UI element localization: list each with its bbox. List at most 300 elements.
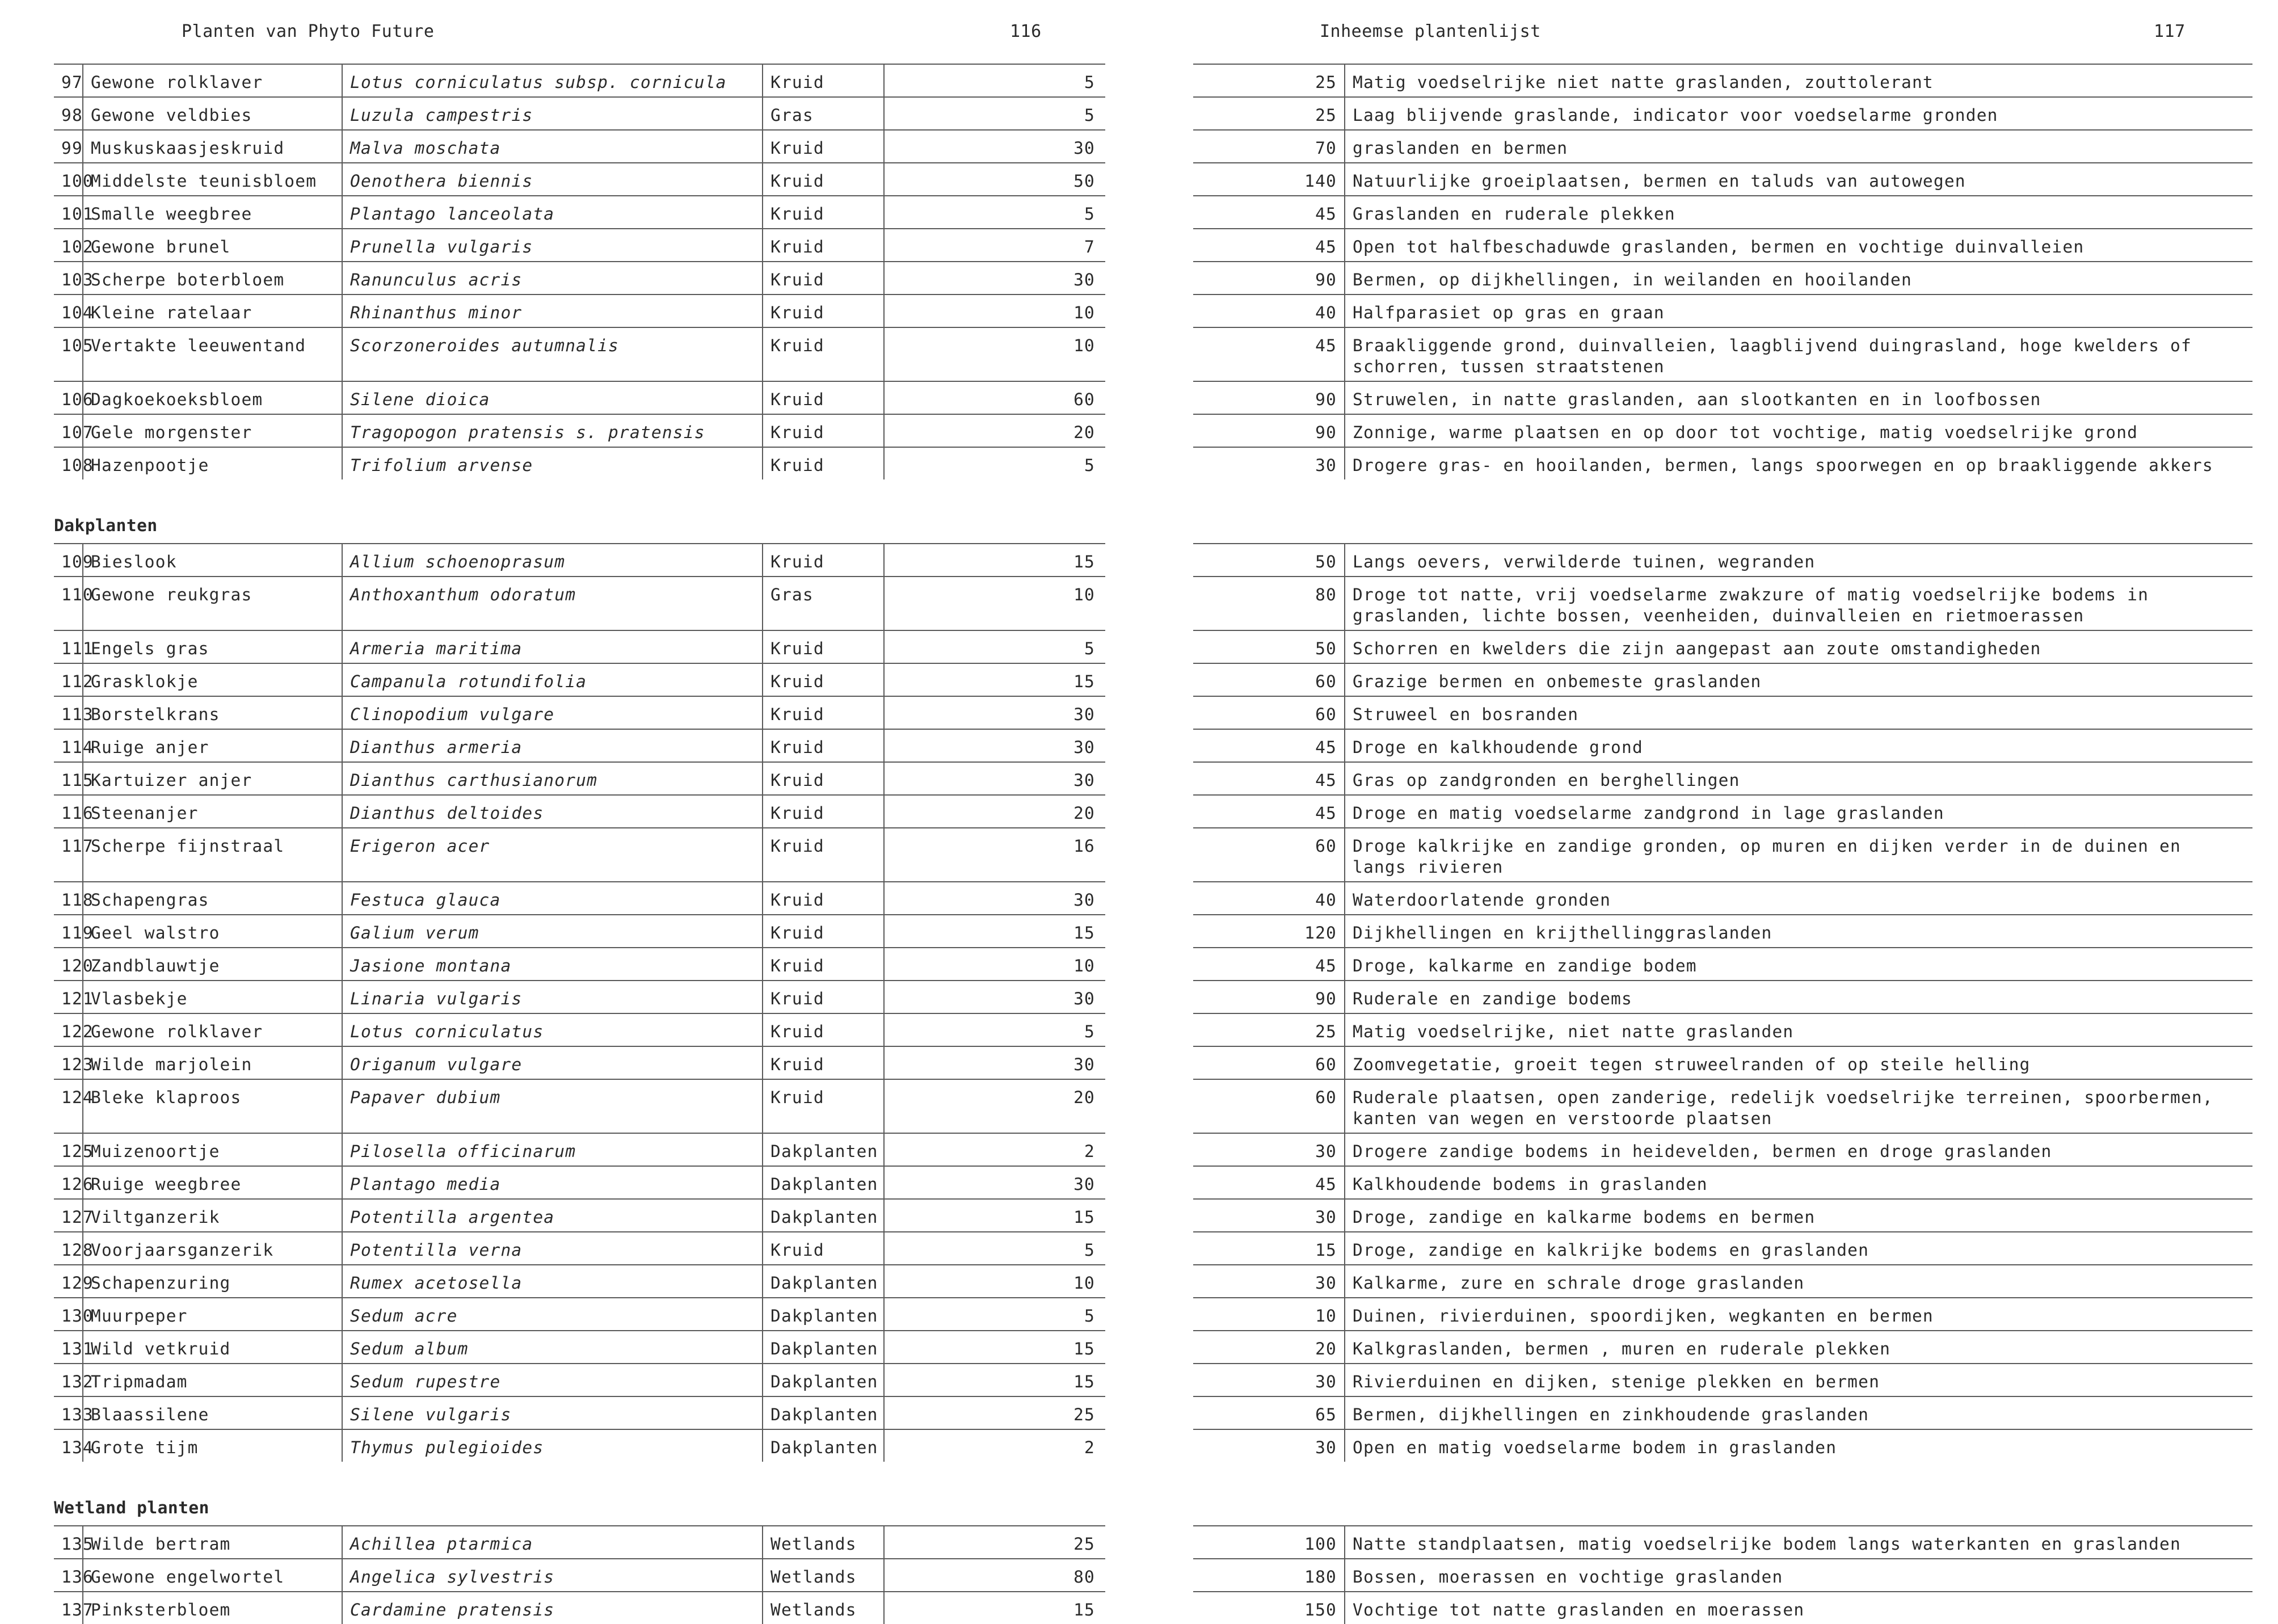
habitat-description: graslanden en bermen	[1345, 130, 2252, 163]
table-row	[1193, 915, 2252, 948]
habitat-description: Laag blijvende graslande, indicator voor voedselarme gronden	[1345, 97, 2252, 130]
habitat-height: 40	[1193, 882, 1345, 915]
habitat-description: Duinen, rivierduinen, spoordijken, wegkanten en bermen	[1345, 1298, 2252, 1331]
table-row	[54, 1013, 1105, 1046]
habitat-description: Droge tot natte, vrij voedselarme zwakzure of matig voedselrijke bodems in graslanden, lichte bossen, veenheiden, duinvalleien en rietmoerassen	[1345, 577, 2252, 630]
plant-height: 5	[884, 447, 1105, 479]
plant-height: 30	[884, 262, 1105, 294]
row-number: 97	[54, 64, 83, 97]
latin-name: Papaver dubium	[342, 1079, 763, 1133]
plant-type: Kruid	[763, 1079, 884, 1133]
row-number: 137	[61, 1600, 94, 1619]
plant-type: Kruid	[763, 981, 884, 1013]
table-row	[54, 1079, 1105, 1133]
row-number: 111	[54, 630, 83, 663]
right-table-area	[1193, 64, 2252, 1624]
common-name: Borstelkrans	[83, 696, 342, 729]
latin-name: Dianthus deltoides	[342, 795, 763, 828]
common-name: Scherpe boterbloem	[83, 262, 342, 294]
habitat-description: Rivierduinen en dijken, stenige plekken en bermen	[1345, 1364, 2252, 1396]
table-row	[54, 948, 1105, 981]
plant-type: Kruid	[763, 630, 884, 663]
habitat-height: 120	[1193, 915, 1345, 948]
habitat-height: 60	[1193, 696, 1345, 729]
habitat-description: Kalkgraslanden, bermen , muren en ruderale plekken	[1345, 1331, 2252, 1364]
plant-height: 30	[884, 130, 1105, 163]
habitat-description: Bermen, dijkhellingen en zinkhoudende graslanden	[1345, 1396, 2252, 1429]
row-number: 125	[54, 1133, 83, 1166]
habitat-height: 80	[1193, 577, 1345, 630]
habitat-height: 60	[1193, 1079, 1345, 1133]
plant-height: 10	[884, 327, 1105, 381]
table-row	[54, 981, 1105, 1013]
habitat-description: Halfparasiet op gras en graan	[1345, 294, 2252, 327]
table-row	[54, 1046, 1105, 1079]
habitat-height: 30	[1193, 1364, 1345, 1396]
table-row	[54, 196, 1105, 229]
table-row	[54, 294, 1105, 327]
common-name: Viltganzerik	[83, 1199, 342, 1232]
latin-name: Plantago lanceolata	[342, 196, 763, 229]
plant-type: Kruid	[763, 696, 884, 729]
latin-name: Oenothera biennis	[342, 163, 763, 196]
row-number: 127	[54, 1199, 83, 1232]
row-number: 134	[61, 1438, 94, 1457]
habitat-description: Struwelen, in natte graslanden, aan slootkanten en in loofbossen	[1345, 381, 2252, 414]
plant-type: Kruid	[763, 327, 884, 381]
habitat-description: Natte standplaatsen, matig voedselrijke bodem langs waterkanten en graslanden	[1345, 1526, 2252, 1559]
latin-name: Lotus corniculatus	[342, 1013, 763, 1046]
plant-type: Kruid	[763, 882, 884, 915]
row-number: 99	[54, 130, 83, 163]
habitat-height: 45	[1193, 762, 1345, 795]
habitat-description: Gras op zandgronden en berghellingen	[1345, 762, 2252, 795]
table-row	[1193, 729, 2252, 762]
table-row	[54, 577, 1105, 630]
row-number: 116	[54, 795, 83, 828]
habitat-description: Open tot halfbeschaduwde graslanden, bermen en vochtige duinvalleien	[1345, 229, 2252, 262]
habitat-height: 45	[1193, 1166, 1345, 1199]
plant-type: Wetlands	[763, 1526, 884, 1559]
table-row	[1193, 630, 2252, 663]
plant-height: 30	[884, 1166, 1105, 1199]
table-row	[54, 262, 1105, 294]
row-number: 100	[54, 163, 83, 196]
table-row	[54, 544, 1105, 577]
plant-height: 5	[884, 64, 1105, 97]
habitat-description: Droge en matig voedselarme zandgrond in lage graslanden	[1345, 795, 2252, 828]
table-row	[1193, 97, 2252, 130]
plant-height: 5	[884, 630, 1105, 663]
plant-type: Kruid	[763, 1013, 884, 1046]
common-name: Middelste teunisbloem	[83, 163, 342, 196]
row-number: 135	[54, 1526, 83, 1559]
latin-name: Dianthus armeria	[342, 729, 763, 762]
plant-type: Kruid	[763, 262, 884, 294]
common-name: Kartuizer anjer	[83, 762, 342, 795]
plant-type: Kruid	[763, 447, 884, 479]
row-number: 123	[54, 1046, 83, 1079]
table-row	[54, 1166, 1105, 1199]
plant-type: Kruid	[763, 294, 884, 327]
plant-height: 25	[884, 1396, 1105, 1429]
plant-type: Kruid	[763, 1046, 884, 1079]
table-row	[54, 729, 1105, 762]
habitat-description: Ruderale plaatsen, open zanderige, redelijk voedselrijke terreinen, spoorbermen, kanten van wegen en verstoorde plaatsen	[1345, 1079, 2252, 1133]
latin-name: Pilosella officinarum	[342, 1133, 763, 1166]
latin-name: Armeria maritima	[342, 630, 763, 663]
table-row	[1193, 1046, 2252, 1079]
latin-name: Sedum album	[342, 1331, 763, 1364]
section-heading: Wetland planten	[54, 1498, 209, 1517]
habitat-description: Zonnige, warme plaatsen en op door tot vochtige, matig voedselrijke grond	[1345, 414, 2252, 447]
habitat-height: 180	[1193, 1559, 1345, 1592]
table-row	[54, 696, 1105, 729]
plant-type: Dakplanten	[763, 1298, 884, 1331]
table-row	[54, 1559, 1105, 1592]
habitat-description: Droge, zandige en kalkrijke bodems en graslanden	[1345, 1232, 2252, 1265]
habitat-description: Langs oevers, verwilderde tuinen, wegranden	[1345, 544, 2252, 577]
latin-name: Rhinanthus minor	[342, 294, 763, 327]
table-row	[1193, 1429, 2252, 1462]
table-row	[54, 64, 1105, 97]
table-row	[1193, 696, 2252, 729]
row-number: 104	[54, 294, 83, 327]
plant-height: 30	[884, 882, 1105, 915]
common-name: Scherpe fijnstraal	[83, 828, 342, 882]
common-name: Vertakte leeuwentand	[83, 327, 342, 381]
habitat-height: 90	[1193, 262, 1345, 294]
table-row	[1193, 1133, 2252, 1166]
habitat-height: 140	[1193, 163, 1345, 196]
habitat-description: Grazige bermen en onbemeste graslanden	[1345, 663, 2252, 696]
latin-name: Silene vulgaris	[342, 1396, 763, 1429]
table-row	[54, 381, 1105, 414]
latin-name: Trifolium arvense	[342, 447, 763, 479]
latin-name: Scorzoneroides autumnalis	[342, 327, 763, 381]
habitat-height: 50	[1193, 544, 1345, 577]
plant-type: Kruid	[763, 948, 884, 981]
plant-height: 2	[884, 1429, 1105, 1462]
plant-height: 15	[884, 1364, 1105, 1396]
table-row	[1193, 414, 2252, 447]
table-row	[1193, 327, 2252, 381]
habitat-height: 30	[1315, 1438, 1337, 1457]
section-heading: Dakplanten	[54, 516, 158, 535]
plant-type: Dakplanten	[763, 1166, 884, 1199]
table-row	[1193, 1364, 2252, 1396]
plant-type: Kruid	[763, 762, 884, 795]
latin-name: Malva moschata	[342, 130, 763, 163]
plant-table-right	[1193, 64, 2252, 479]
row-number: 112	[54, 663, 83, 696]
habitat-description: Open en matig voedselarme bodem in graslanden	[1345, 1429, 2252, 1462]
table-row	[1193, 828, 2252, 882]
plant-height: 5	[884, 196, 1105, 229]
habitat-height: 45	[1193, 729, 1345, 762]
habitat-description: Drogere zandige bodems in heidevelden, bermen en droge graslanden	[1345, 1133, 2252, 1166]
plant-table-left	[54, 543, 1105, 1462]
plant-height: 15	[884, 915, 1105, 948]
habitat-description: Natuurlijke groeiplaatsen, bermen en taluds van autowegen	[1345, 163, 2252, 196]
common-name: Smalle weegbree	[83, 196, 342, 229]
left-page	[0, 0, 1139, 1619]
latin-name: Potentilla argentea	[342, 1199, 763, 1232]
row-number: 122	[54, 1013, 83, 1046]
plant-type: Gras	[763, 97, 884, 130]
row-number: 130	[54, 1298, 83, 1331]
right-page-number: 117	[2154, 22, 2186, 41]
habitat-description: Braakliggende grond, duinvalleien, laagblijvend duingrasland, hoge kwelders of schorren, tussen straatstenen	[1345, 327, 2252, 381]
table-row	[54, 1298, 1105, 1331]
common-name: Pinksterbloem	[83, 1592, 342, 1624]
latin-name: Dianthus carthusianorum	[342, 762, 763, 795]
habitat-description: Waterdoorlatende gronden	[1345, 882, 2252, 915]
latin-name: Plantago media	[342, 1166, 763, 1199]
table-row	[54, 1199, 1105, 1232]
habitat-height: 30	[1193, 1133, 1345, 1166]
plant-height: 30	[884, 981, 1105, 1013]
habitat-height: 25	[1193, 1013, 1345, 1046]
common-name: Gewone reukgras	[83, 577, 342, 630]
table-row	[1193, 882, 2252, 915]
common-name: Geel walstro	[83, 915, 342, 948]
habitat-height: 60	[1193, 1046, 1345, 1079]
table-row	[54, 882, 1105, 915]
row-number: 119	[54, 915, 83, 948]
table-row	[54, 327, 1105, 381]
plant-type: Dakplanten	[763, 1364, 884, 1396]
plant-height: 20	[884, 414, 1105, 447]
habitat-height: 90	[1193, 414, 1345, 447]
plant-height: 2	[884, 1133, 1105, 1166]
plant-height: 25	[884, 1526, 1105, 1559]
row-number: 120	[54, 948, 83, 981]
table-row	[1193, 1265, 2252, 1298]
table-row	[54, 1526, 1105, 1559]
table-row	[1193, 1396, 2252, 1429]
common-name: Tripmadam	[83, 1364, 342, 1396]
common-name: Schapenzuring	[83, 1265, 342, 1298]
latin-name: Allium schoenoprasum	[342, 544, 763, 577]
latin-name: Linaria vulgaris	[342, 981, 763, 1013]
section-spacer	[1193, 479, 2252, 543]
habitat-height: 100	[1193, 1526, 1345, 1559]
habitat-description: Bossen, moerassen en vochtige graslanden	[1345, 1559, 2252, 1592]
latin-name: Sedum acre	[342, 1298, 763, 1331]
plant-type: Wetlands	[763, 1592, 884, 1624]
plant-type: Dakplanten	[763, 1199, 884, 1232]
right-page	[1139, 0, 2278, 1619]
plant-type: Kruid	[763, 163, 884, 196]
habitat-description: Matig voedselrijke, niet natte graslanden	[1345, 1013, 2252, 1046]
habitat-height: 40	[1193, 294, 1345, 327]
habitat-height: 90	[1193, 981, 1345, 1013]
plant-height: 30	[884, 1046, 1105, 1079]
table-row	[54, 1331, 1105, 1364]
common-name: Muurpeper	[83, 1298, 342, 1331]
latin-name: Sedum rupestre	[342, 1364, 763, 1396]
habitat-description: Droge kalkrijke en zandige gronden, op muren en dijken verder in de duinen en langs rivieren	[1345, 828, 2252, 882]
table-row	[54, 1133, 1105, 1166]
table-row	[54, 1429, 1105, 1462]
common-name: Wilde bertram	[83, 1526, 342, 1559]
habitat-description: Struweel en bosranden	[1345, 696, 2252, 729]
plant-height: 60	[884, 381, 1105, 414]
latin-name: Ranunculus acris	[342, 262, 763, 294]
right-header-title: Inheemse plantenlijst	[1320, 22, 1541, 41]
common-name: Ruige anjer	[83, 729, 342, 762]
row-number: 136	[54, 1559, 83, 1592]
plant-height: 15	[884, 1592, 1105, 1624]
habitat-height: 15	[1193, 1232, 1345, 1265]
common-name: Gewone rolklaver	[83, 64, 342, 97]
habitat-description: Bermen, op dijkhellingen, in weilanden en hooilanden	[1345, 262, 2252, 294]
plant-height: 10	[884, 577, 1105, 630]
left-table-area	[54, 64, 1105, 1624]
table-row	[1193, 577, 2252, 630]
plant-height: 30	[884, 762, 1105, 795]
habitat-height: 70	[1193, 130, 1345, 163]
table-row	[1193, 544, 2252, 577]
common-name: Gewone engelwortel	[83, 1559, 342, 1592]
table-row	[54, 915, 1105, 948]
row-number: 102	[54, 229, 83, 262]
table-row	[54, 229, 1105, 262]
table-row	[1193, 294, 2252, 327]
habitat-description: Dijkhellingen en krijthellinggraslanden	[1345, 915, 2252, 948]
habitat-description: Ruderale en zandige bodems	[1345, 981, 2252, 1013]
habitat-height: 65	[1193, 1396, 1345, 1429]
common-name: Hazenpootje	[83, 447, 342, 479]
habitat-height: 30	[1193, 1199, 1345, 1232]
row-number: 101	[54, 196, 83, 229]
plant-type: Kruid	[763, 130, 884, 163]
common-name: Bieslook	[83, 544, 342, 577]
latin-name: Galium verum	[342, 915, 763, 948]
habitat-description: Drogere gras- en hooilanden, bermen, langs spoorwegen en op braakliggende akkers	[1345, 447, 2252, 479]
habitat-description: Schorren en kwelders die zijn aangepast aan zoute omstandigheden	[1345, 630, 2252, 663]
row-number: 129	[54, 1265, 83, 1298]
table-row	[1193, 1232, 2252, 1265]
plant-table-right	[1193, 543, 2252, 1462]
table-row	[1193, 1559, 2252, 1592]
common-name: Bleke klaproos	[83, 1079, 342, 1133]
plant-type: Dakplanten	[763, 1265, 884, 1298]
habitat-description: Droge, zandige en kalkarme bodems en bermen	[1345, 1199, 2252, 1232]
plant-type: Dakplanten	[763, 1331, 884, 1364]
habitat-height: 45	[1193, 795, 1345, 828]
common-name: Wild vetkruid	[83, 1331, 342, 1364]
plant-height: 15	[884, 1199, 1105, 1232]
habitat-height: 25	[1193, 97, 1345, 130]
row-number: 115	[54, 762, 83, 795]
habitat-height: 20	[1193, 1331, 1345, 1364]
habitat-height: 60	[1193, 828, 1345, 882]
common-name: Blaassilene	[83, 1396, 342, 1429]
latin-name: Angelica sylvestris	[342, 1559, 763, 1592]
plant-type: Kruid	[763, 828, 884, 882]
plant-type: Dakplanten	[763, 1133, 884, 1166]
habitat-height: 60	[1193, 663, 1345, 696]
row-number: 98	[54, 97, 83, 130]
plant-type: Kruid	[763, 414, 884, 447]
plant-type: Dakplanten	[763, 1429, 884, 1462]
table-row	[54, 663, 1105, 696]
latin-name: Achillea ptarmica	[342, 1526, 763, 1559]
common-name: Muizenoortje	[83, 1133, 342, 1166]
plant-table-right	[1193, 1525, 2252, 1624]
row-number: 118	[54, 882, 83, 915]
row-number: 124	[54, 1079, 83, 1133]
habitat-height: 45	[1193, 229, 1345, 262]
common-name: Gewone brunel	[83, 229, 342, 262]
latin-name: Thymus pulegioides	[342, 1429, 763, 1462]
latin-name: Festuca glauca	[342, 882, 763, 915]
table-row	[1193, 948, 2252, 981]
plant-height: 5	[884, 97, 1105, 130]
common-name: Engels gras	[83, 630, 342, 663]
table-row	[1193, 795, 2252, 828]
latin-name: Erigeron acer	[342, 828, 763, 882]
plant-height: 30	[884, 729, 1105, 762]
latin-name: Lotus corniculatus subsp. cornicula	[342, 64, 763, 97]
common-name: Ruige weegbree	[83, 1166, 342, 1199]
table-row	[1193, 1013, 2252, 1046]
row-number: 113	[54, 696, 83, 729]
row-number: 128	[54, 1232, 83, 1265]
left-page-number: 116	[1010, 22, 1042, 41]
table-row	[54, 97, 1105, 130]
habitat-height: 30	[1315, 456, 1337, 475]
table-row	[1193, 1526, 2252, 1559]
common-name: Gele morgenster	[83, 414, 342, 447]
common-name: Kleine ratelaar	[83, 294, 342, 327]
plant-height: 10	[884, 1265, 1105, 1298]
habitat-height: 10	[1193, 1298, 1345, 1331]
common-name: Steenanjer	[83, 795, 342, 828]
latin-name: Origanum vulgare	[342, 1046, 763, 1079]
habitat-height: 45	[1193, 948, 1345, 981]
plant-type: Kruid	[763, 196, 884, 229]
table-row	[54, 795, 1105, 828]
row-number: 110	[54, 577, 83, 630]
plant-height: 50	[884, 163, 1105, 196]
plant-table-left	[54, 1525, 1105, 1624]
habitat-height: 150	[1304, 1600, 1337, 1619]
plant-type: Kruid	[763, 729, 884, 762]
latin-name: Silene dioica	[342, 381, 763, 414]
table-row	[1193, 381, 2252, 414]
plant-height: 20	[884, 795, 1105, 828]
table-row	[1193, 163, 2252, 196]
plant-type: Kruid	[763, 64, 884, 97]
table-row	[1193, 981, 2252, 1013]
plant-type: Kruid	[763, 663, 884, 696]
row-number: 126	[54, 1166, 83, 1199]
plant-height: 20	[884, 1079, 1105, 1133]
row-number: 107	[54, 414, 83, 447]
row-number: 131	[54, 1331, 83, 1364]
common-name: Gewone rolklaver	[83, 1013, 342, 1046]
common-name: Wilde marjolein	[83, 1046, 342, 1079]
habitat-description: Kalkhoudende bodems in graslanden	[1345, 1166, 2252, 1199]
table-row	[1193, 663, 2252, 696]
habitat-height: 45	[1193, 196, 1345, 229]
table-row	[1193, 262, 2252, 294]
plant-type: Dakplanten	[763, 1396, 884, 1429]
left-header-title: Planten van Phyto Future	[182, 22, 435, 41]
